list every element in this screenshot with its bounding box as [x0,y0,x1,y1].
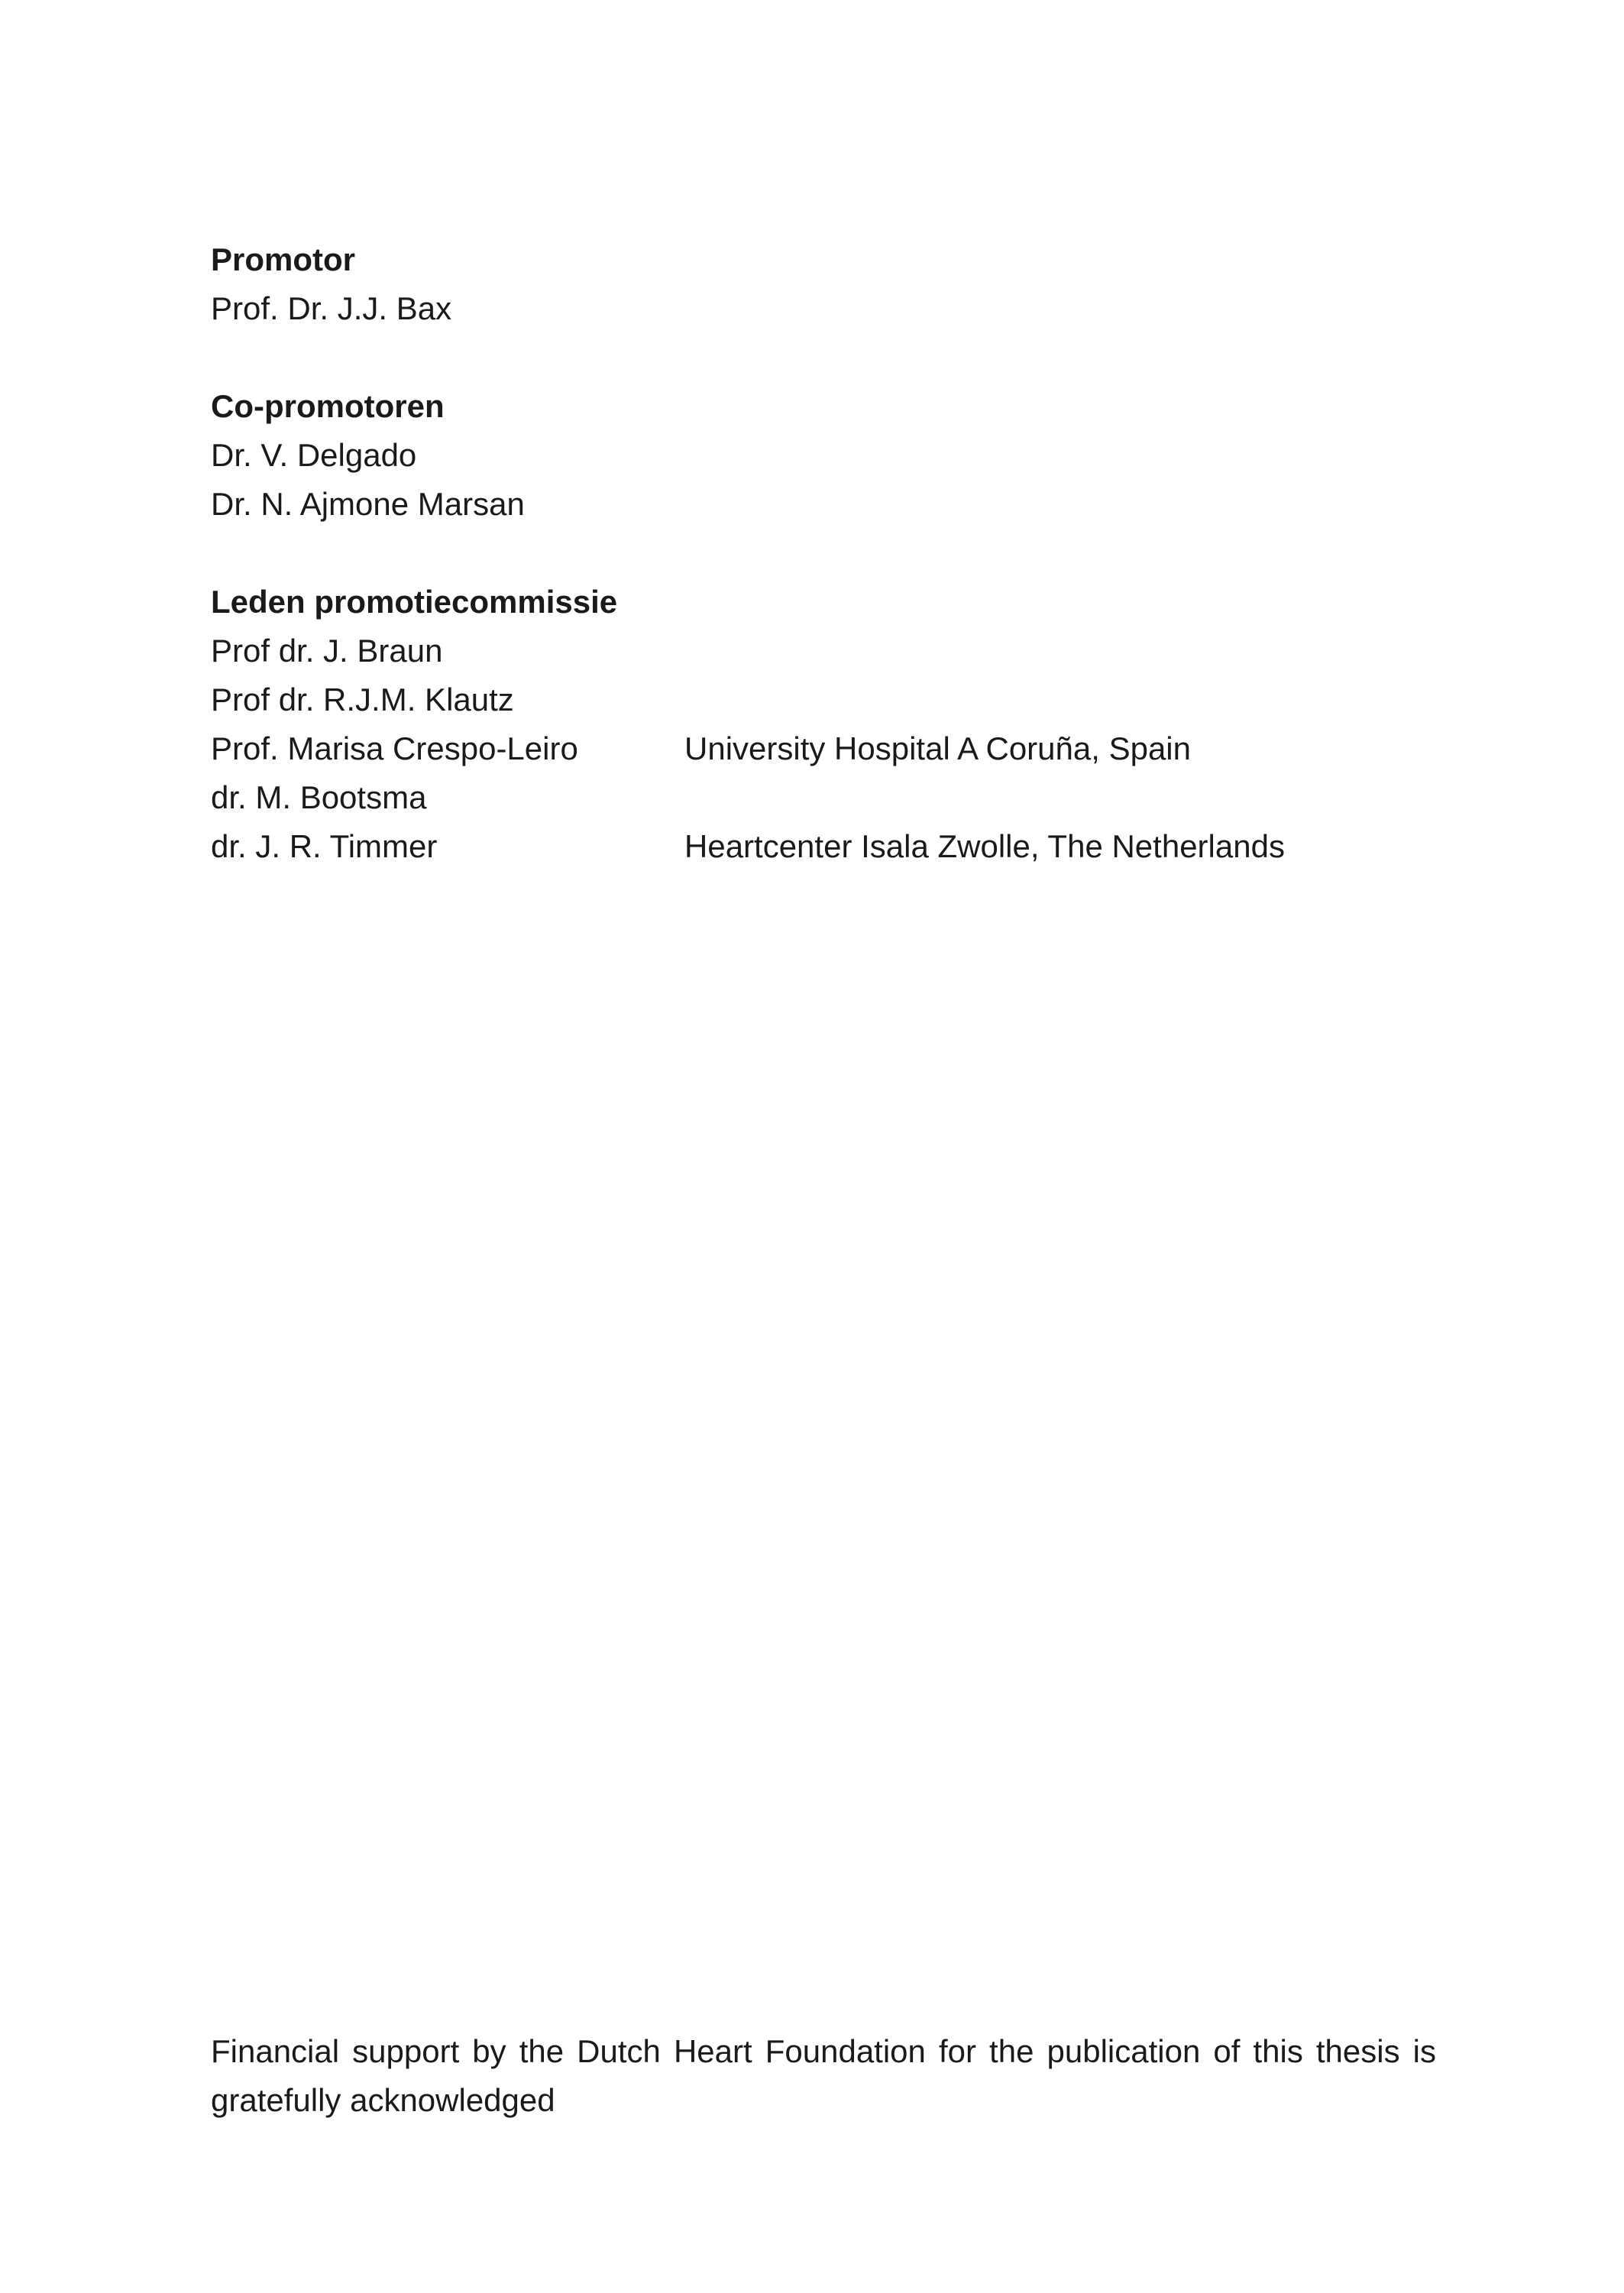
commissie-member [211,773,1433,822]
committee-block [211,235,1433,871]
member-name: dr. J. R. Timmer [211,828,438,864]
copromotoren-heading: Co-promotoren [211,388,445,424]
commissie-member [211,724,1433,773]
commissie-member [211,822,1433,871]
commissie-member [211,675,1433,724]
member-affiliation [684,675,1433,724]
section-spacer [211,333,1433,382]
section-spacer [211,529,1433,578]
member-affiliation [684,627,1433,675]
member-name: Prof dr. J. Braun [211,633,443,669]
promotor-name: Prof. Dr. J.J. Bax [211,290,452,326]
member-affiliation: Heartcenter Isala Zwolle, The Netherlands [684,828,1285,864]
member-name: dr. M. Bootsma [211,779,427,815]
member-affiliation [684,773,1433,822]
commissie-heading: Leden promotiecommissie [211,584,618,620]
commissie-member [211,627,1433,675]
funding-acknowledgement: Financial support by the Dutch Heart Foundation for the publication of this thesis is gratefully acknowledged [211,2033,1436,2118]
promotor-heading: Promotor [211,241,355,277]
copromotor-name: Dr. N. Ajmone Marsan [211,486,525,522]
copromotor-name: Dr. V. Delgado [211,437,417,473]
member-affiliation: University Hospital A Coruña, Spain [684,730,1191,766]
member-name: Prof. Marisa Crespo-Leiro [211,730,578,766]
member-name: Prof dr. R.J.M. Klautz [211,682,514,717]
